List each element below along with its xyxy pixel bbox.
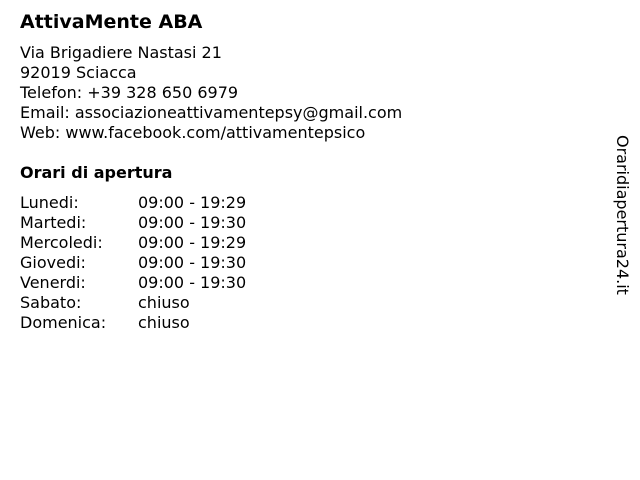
day-label: Venerdi: (20, 273, 86, 292)
hours-row-friday (20, 273, 580, 293)
hours-row-saturday (20, 293, 580, 313)
time-value: chiuso (138, 293, 190, 312)
time-value: 09:00 - 19:29 (138, 233, 247, 252)
city-postcode: 92019 Sciacca (20, 63, 137, 82)
time-value: 09:00 - 19:30 (138, 273, 247, 292)
time-value: 09:00 - 19:30 (138, 213, 247, 232)
day-label: Lunedi: (20, 193, 79, 212)
site-watermark: Oraridiapertura24.it (613, 135, 632, 295)
day-label: Giovedi: (20, 253, 86, 272)
phone-number[interactable]: Telefon: +39 328 650 6979 (20, 83, 239, 102)
street-address: Via Brigadiere Nastasi 21 (20, 43, 222, 62)
time-value: 09:00 - 19:30 (138, 253, 247, 272)
hours-row-sunday (20, 313, 580, 333)
hours-row-wednesday (20, 233, 580, 253)
business-card (20, 10, 580, 333)
hours-row-monday (20, 193, 580, 213)
email-address[interactable]: Email: associazioneattivamentepsy@gmail.com (20, 103, 403, 122)
website-link[interactable]: Web: www.facebook.com/attivamentepsico (20, 123, 366, 142)
business-name: AttivaMente ABA (20, 11, 203, 33)
day-label: Sabato: (20, 293, 82, 312)
hours-row-thursday (20, 253, 580, 273)
opening-hours-heading: Orari di apertura (20, 163, 173, 182)
hours-row-tuesday (20, 213, 580, 233)
time-value: 09:00 - 19:29 (138, 193, 247, 212)
time-value: chiuso (138, 313, 190, 332)
day-label: Martedi: (20, 213, 87, 232)
day-label: Mercoledi: (20, 233, 103, 252)
contact-block (20, 43, 580, 143)
day-label: Domenica: (20, 313, 107, 332)
opening-hours-table (20, 193, 580, 333)
